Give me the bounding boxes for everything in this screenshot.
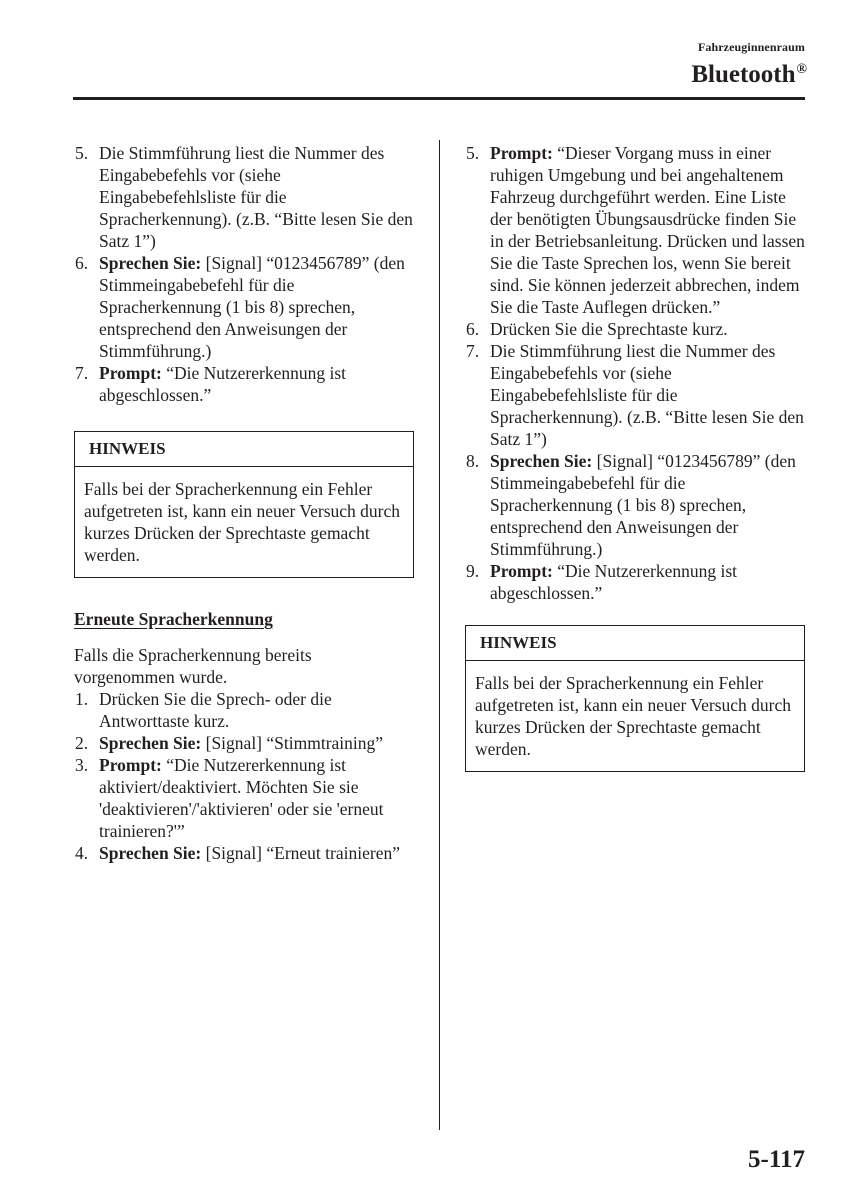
step-label: Sprechen Sie: bbox=[99, 733, 202, 753]
step-text: “Dieser Vorgang muss in einer ruhigen Umgebung und bei angehaltenem Fahrzeug durchgeführt werden. Eine Liste der benötigten Übungsausdrücke finden Sie in der Betriebsanleitung. Drücken und lassen Sie die Taste Sprechen los, wenn Sie bereit sind. Sie können jederzeit abbrechen, indem Sie die Taste Auflegen drücken.” bbox=[490, 143, 805, 317]
step-label: Prompt: bbox=[490, 143, 553, 163]
step-number: 2. bbox=[75, 733, 89, 753]
list-item bbox=[74, 754, 414, 842]
step-number: 5. bbox=[75, 143, 89, 163]
step-text: “Die Nutzererkennung ist abgeschlossen.” bbox=[490, 561, 738, 603]
right-column bbox=[465, 142, 805, 772]
step-text: [Signal] “0123456789” (den Stimmeingabebefehl für die Spracherkennung (1 bis 8) sprechen, entsprechend den Anweisungen der Stimmführung.) bbox=[99, 253, 405, 361]
steps-list-a bbox=[74, 142, 414, 406]
step-text: [Signal] “Stimmtraining” bbox=[201, 733, 384, 753]
list-item bbox=[74, 362, 414, 406]
step-number: 8. bbox=[466, 451, 480, 471]
column-divider bbox=[439, 140, 440, 1130]
note-box bbox=[74, 431, 414, 578]
list-item bbox=[74, 842, 414, 864]
step-label: Prompt: bbox=[490, 561, 553, 581]
list-item bbox=[465, 560, 805, 604]
section-heading: Erneute Spracherkennung bbox=[74, 609, 273, 629]
list-item bbox=[465, 450, 805, 560]
note-text: Falls bei der Spracherkennung ein Fehler aufgetreten ist, kann ein neuer Versuch durch kurzes Drücken der Sprechtaste gemacht werden. bbox=[475, 673, 792, 759]
step-number: 5. bbox=[466, 143, 480, 163]
list-item bbox=[465, 340, 805, 450]
list-item bbox=[74, 252, 414, 362]
list-item bbox=[465, 318, 805, 340]
step-number: 7. bbox=[466, 341, 480, 361]
left-column bbox=[74, 142, 414, 864]
step-number: 7. bbox=[75, 363, 89, 383]
step-label: Sprechen Sie: bbox=[490, 451, 593, 471]
step-text: Die Stimmführung liest die Nummer des Eingabebefehls vor (siehe Eingabebefehlsliste für die Spracherkennung). (z.B. “Bitte lesen Sie den Satz 1”) bbox=[490, 341, 804, 449]
step-text: Drücken Sie die Sprech- oder die Antworttaste kurz. bbox=[99, 689, 332, 731]
list-item bbox=[74, 142, 414, 252]
step-label: Prompt: bbox=[99, 363, 162, 383]
step-text: “Die Nutzererkennung ist aktiviert/deaktiviert. Möchten Sie sie 'deaktivieren'/'aktivieren' oder sie 'erneut trainieren?'” bbox=[99, 755, 384, 841]
list-item bbox=[465, 142, 805, 318]
step-label: Sprechen Sie: bbox=[99, 843, 202, 863]
step-text: [Signal] “0123456789” (den Stimmeingabebefehl für die Spracherkennung (1 bis 8) sprechen, entsprechend den Anweisungen der Stimmführung.) bbox=[490, 451, 796, 559]
step-number: 4. bbox=[75, 843, 89, 863]
steps-list-b bbox=[74, 688, 414, 864]
step-label: Prompt: bbox=[99, 755, 162, 775]
step-number: 1. bbox=[75, 689, 89, 709]
page-title-text: Bluetooth bbox=[691, 61, 796, 88]
note-heading: HINWEIS bbox=[466, 626, 804, 661]
header-rule bbox=[73, 97, 805, 100]
step-number: 6. bbox=[75, 253, 89, 273]
page-title bbox=[691, 55, 807, 90]
steps-list-c bbox=[465, 142, 805, 604]
step-text: [Signal] “Erneut trainieren” bbox=[201, 843, 400, 863]
note-box bbox=[465, 625, 805, 772]
step-text: Drücken Sie die Sprechtaste kurz. bbox=[490, 319, 728, 339]
step-label: Sprechen Sie: bbox=[99, 253, 202, 273]
step-number: 3. bbox=[75, 755, 89, 775]
registered-mark: ® bbox=[796, 62, 807, 77]
list-item bbox=[74, 732, 414, 754]
section-name: Fahrzeuginnenraum bbox=[697, 40, 805, 54]
page-number: 5-117 bbox=[748, 1146, 805, 1173]
list-item bbox=[74, 688, 414, 732]
step-number: 9. bbox=[466, 561, 480, 581]
step-text: “Die Nutzererkennung ist abgeschlossen.” bbox=[99, 363, 347, 405]
intro-paragraph: Falls die Spracherkennung bereits vorgenommen wurde. bbox=[74, 645, 312, 687]
note-text: Falls bei der Spracherkennung ein Fehler aufgetreten ist, kann ein neuer Versuch durch kurzes Drücken der Sprechtaste gemacht werden. bbox=[84, 479, 401, 565]
step-number: 6. bbox=[466, 319, 480, 339]
step-text: Die Stimmführung liest die Nummer des Eingabebefehls vor (siehe Eingabebefehlsliste für die Spracherkennung). (z.B. “Bitte lesen Sie den Satz 1”) bbox=[99, 143, 413, 251]
note-heading: HINWEIS bbox=[75, 432, 413, 467]
